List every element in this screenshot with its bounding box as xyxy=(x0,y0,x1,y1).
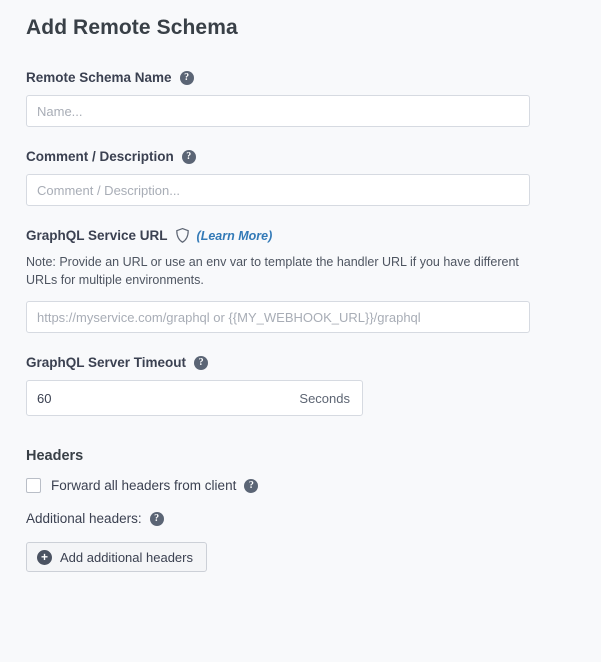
shield-icon xyxy=(176,228,189,243)
field-comment-description xyxy=(26,149,575,206)
comment-label-row xyxy=(26,149,575,164)
plus-circle-icon: + xyxy=(37,550,52,565)
service-url-label-row xyxy=(26,228,575,243)
comment-input[interactable] xyxy=(26,174,530,206)
timeout-label-row xyxy=(26,355,575,370)
help-circle-icon[interactable]: ? xyxy=(194,356,208,370)
forward-all-headers-checkbox[interactable] xyxy=(26,478,41,493)
forward-all-headers-row[interactable] xyxy=(26,478,575,493)
learn-more-link[interactable]: (Learn More) xyxy=(196,228,273,243)
add-additional-headers-label: Add additional headers xyxy=(60,549,193,565)
service-url-input[interactable] xyxy=(26,301,530,333)
remote-schema-name-input[interactable] xyxy=(26,95,530,127)
help-circle-icon[interactable]: ? xyxy=(180,71,194,85)
help-circle-icon[interactable]: ? xyxy=(182,150,196,164)
forward-all-headers-label: Forward all headers from client xyxy=(51,478,237,494)
timeout-input-group xyxy=(26,380,363,416)
remote-schema-name-label-row xyxy=(26,70,575,85)
comment-label: Comment / Description xyxy=(26,149,174,164)
help-circle-icon[interactable]: ? xyxy=(244,479,258,493)
service-url-label: GraphQL Service URL xyxy=(26,228,168,243)
timeout-label: GraphQL Server Timeout xyxy=(26,355,187,371)
field-remote-schema-name xyxy=(26,70,575,127)
field-graphql-service-url xyxy=(26,228,575,333)
help-circle-icon[interactable]: ? xyxy=(150,512,164,526)
add-additional-headers-button[interactable] xyxy=(26,542,207,572)
timeout-input[interactable] xyxy=(27,381,295,415)
remote-schema-name-label: Remote Schema Name xyxy=(26,70,172,85)
additional-headers-row xyxy=(26,511,575,526)
timeout-unit-label: Seconds xyxy=(299,390,350,406)
additional-headers-label: Additional headers: xyxy=(26,511,142,527)
service-url-note: Note: Provide an URL or use an env var to template the handler URL if you have different URLs for multiple environments. xyxy=(26,255,519,288)
field-graphql-server-timeout xyxy=(26,355,575,416)
page-title: Add Remote Schema xyxy=(26,16,238,39)
headers-heading: Headers xyxy=(26,448,84,465)
